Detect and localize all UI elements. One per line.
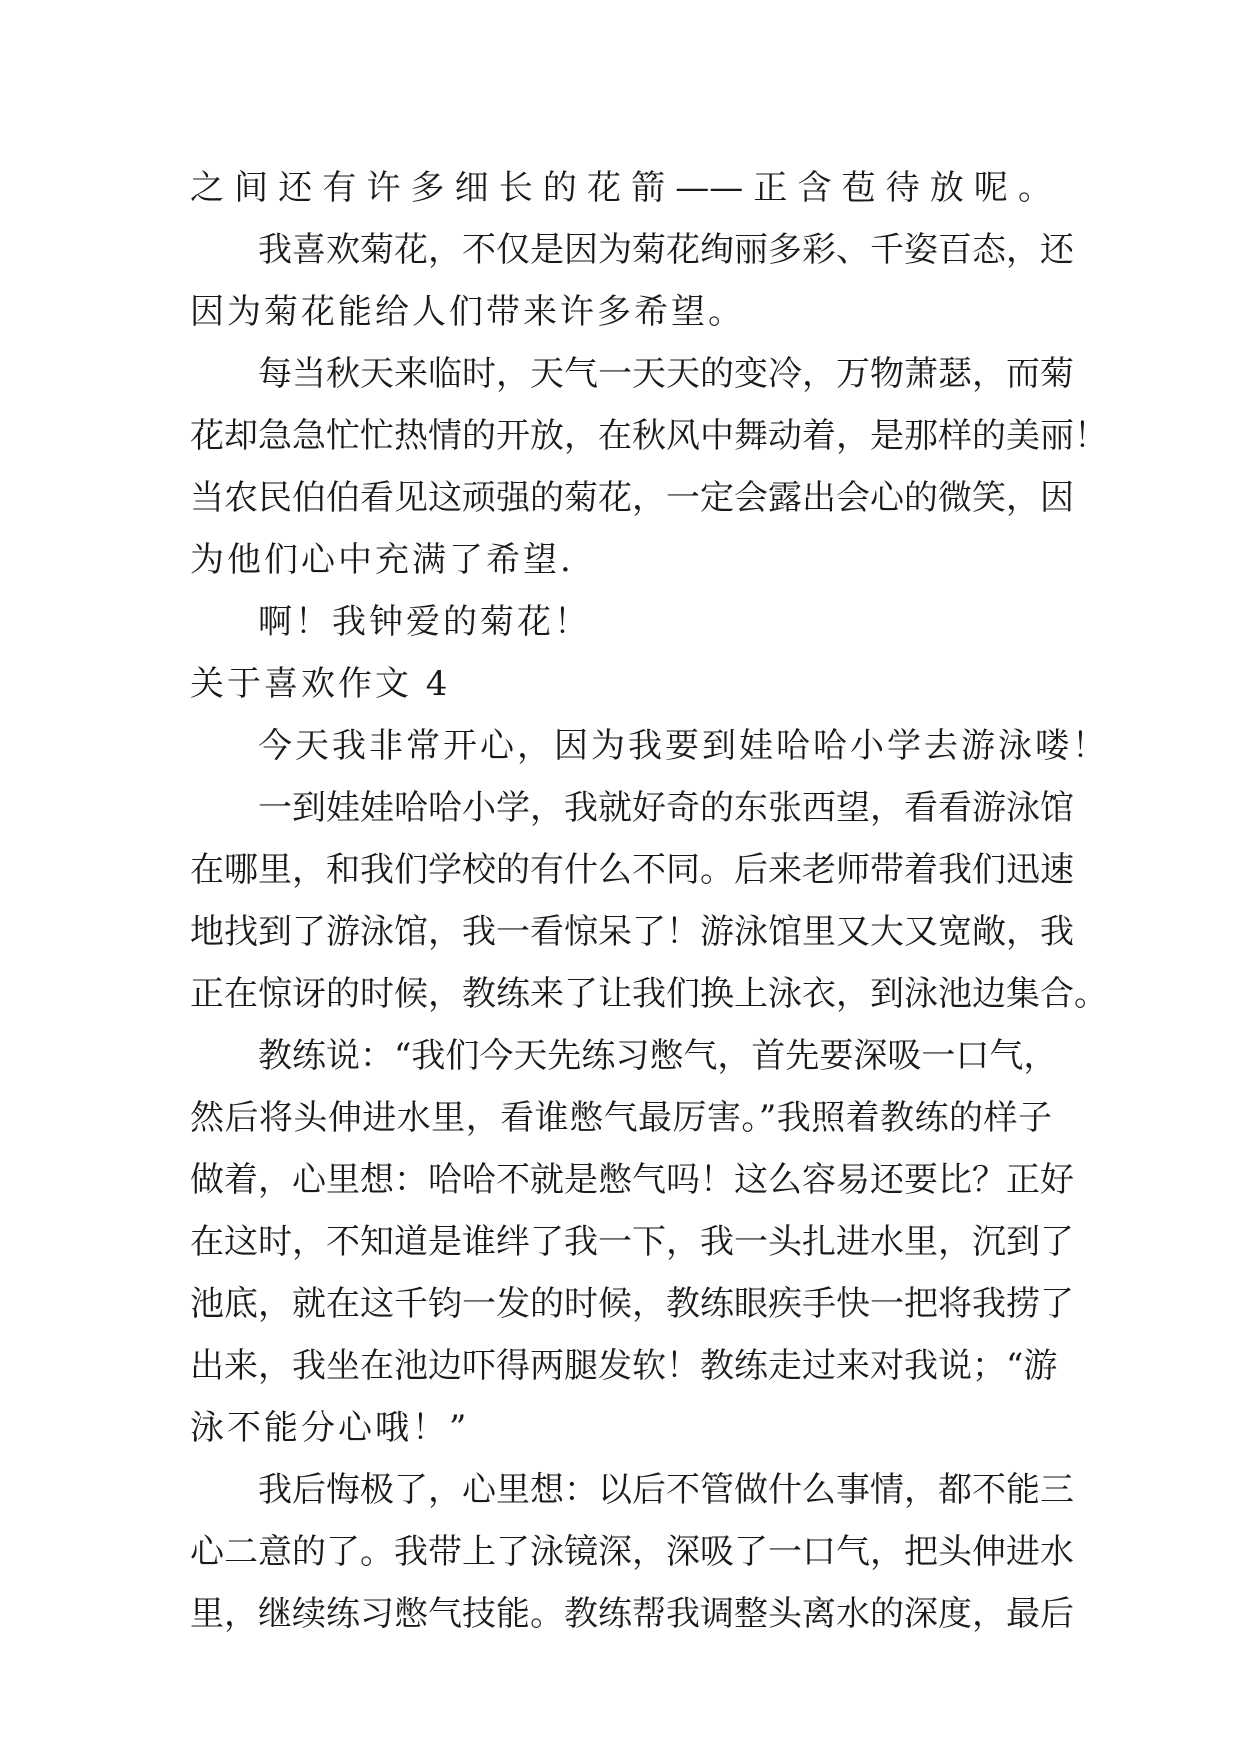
text-line: 然后将头伸进水里，看谁憋气最厉害。”我照着教练的样子 xyxy=(190,1098,1052,1138)
text-line: 正在惊讶的时候，教练来了让我们换上泳衣，到泳池边集合。 xyxy=(190,974,1108,1014)
text-line: 泳不能分心哦！” xyxy=(190,1408,470,1448)
paragraph-first-line: 教练说：“我们今天先练习憋气，首先要深吸一口气， xyxy=(258,1036,1058,1076)
text-line: 地找到了游泳馆，我一看惊呆了！游泳馆里又大又宽敞，我 xyxy=(190,912,1074,952)
section-heading: 关于喜欢作文 4 xyxy=(190,664,451,704)
paragraph-first-line: 我喜欢菊花，不仅是因为菊花绚丽多彩、千姿百态，还 xyxy=(258,230,1074,270)
text-line: 池底，就在这千钧一发的时候，教练眼疾手快一把将我捞了 xyxy=(190,1284,1074,1324)
text-line: 花却急急忙忙热情的开放，在秋风中舞动着，是那样的美丽！ xyxy=(190,416,1108,456)
text-line: 在这时，不知道是谁绊了我一下，我一头扎进水里，沉到了 xyxy=(190,1222,1074,1262)
text-line: 心二意的了。我带上了泳镜深，深吸了一口气，把头伸进水 xyxy=(190,1532,1074,1572)
text-line: 出来，我坐在池边吓得两腿发软！教练走过来对我说；“游 xyxy=(190,1346,1058,1386)
text-line: 因为菊花能给人们带来许多希望。 xyxy=(190,292,745,332)
document-page xyxy=(190,157,1109,1645)
paragraph-first-line: 今天我非常开心，因为我要到娃哈哈小学去游泳喽！ xyxy=(258,726,1109,766)
paragraph-first-line: 我后悔极了，心里想：以后不管做什么事情，都不能三 xyxy=(258,1470,1074,1510)
text-line: 为他们心中充满了希望. xyxy=(190,540,574,580)
paragraph-first-line: 每当秋天来临时，天气一天天的变冷，万物萧瑟，而菊 xyxy=(258,354,1074,394)
paragraph-first-line: 一到娃娃哈哈小学，我就好奇的东张西望，看看游泳馆 xyxy=(258,788,1074,828)
paragraph-first-line: 啊！我钟爱的菊花！ xyxy=(258,602,591,642)
text-line: 做着，心里想：哈哈不就是憋气吗！这么容易还要比？正好 xyxy=(190,1160,1074,1200)
text-line: 里，继续练习憋气技能。教练帮我调整头离水的深度，最后 xyxy=(190,1594,1074,1634)
text-line: 当农民伯伯看见这顽强的菊花，一定会露出会心的微笑，因 xyxy=(190,478,1074,518)
text-line: 在哪里，和我们学校的有什么不同。后来老师带着我们迅速 xyxy=(190,850,1074,890)
text-line: 之间还有许多细长的花箭——正含苞待放呢。 xyxy=(190,168,1052,208)
